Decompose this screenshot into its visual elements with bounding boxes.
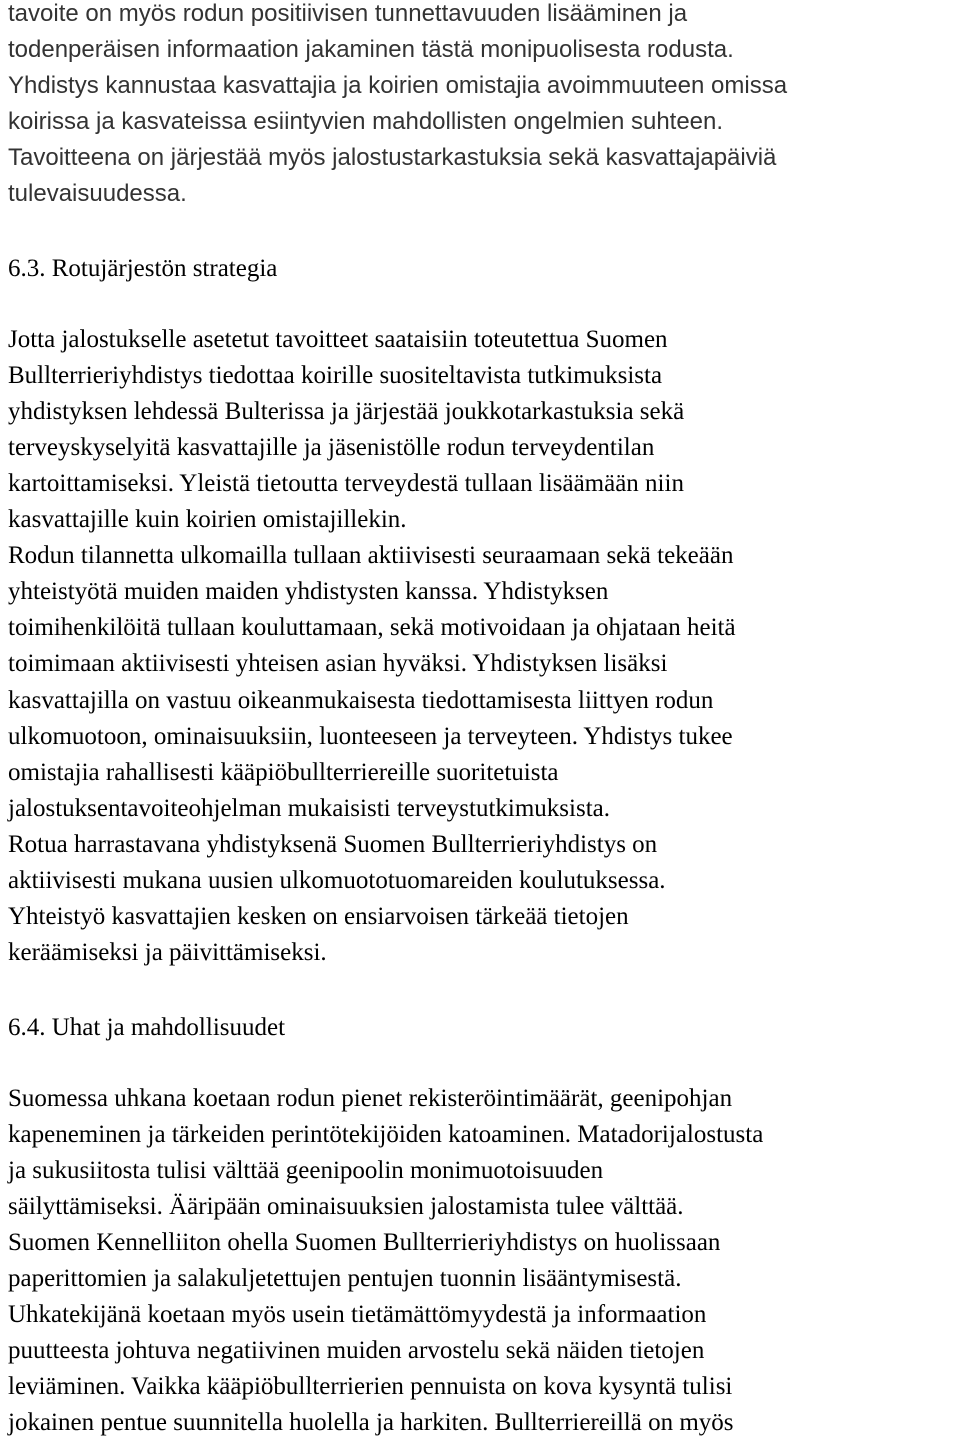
paragraph-line: aktiivisesti mukana uusien ulkomuototuomareiden koulutuksessa.: [8, 867, 666, 894]
section-heading-6-3: 6.3. Rotujärjestön strategia: [8, 255, 278, 282]
intro-line: tulevaisuudessa.: [8, 180, 187, 207]
paragraph-line: toimimaan aktiivisesti yhteisen asian hyväksi. Yhdistyksen lisäksi: [8, 650, 668, 677]
paragraph-line: terveyskyselyitä kasvattajille ja jäsenistölle rodun terveydentilan: [8, 434, 655, 461]
paragraph-line: jokainen pentue suunnitella huolella ja harkiten. Bullterriereillä on myös: [8, 1409, 734, 1436]
paragraph-line: Yhteistyö kasvattajien kesken on ensiarvoisen tärkeää tietojen: [8, 903, 629, 930]
paragraph-line: yhteistyötä muiden maiden yhdistysten kanssa. Yhdistyksen: [8, 578, 609, 605]
intro-line: Yhdistys kannustaa kasvattajia ja koirien omistajia avoimmuuteen omissa: [8, 72, 788, 99]
paragraph-line: kasvattajille kuin koirien omistajillekin.: [8, 506, 407, 533]
paragraph-line: Jotta jalostukselle asetetut tavoitteet saataisiin toteutettua Suomen: [8, 326, 668, 353]
paragraph-line: Uhkatekijänä koetaan myös usein tietämättömyydestä ja informaation: [8, 1301, 707, 1328]
paragraph-line: Suomen Kennelliiton ohella Suomen Bullterrieriyhdistys on huolissaan: [8, 1229, 721, 1256]
intro-line: tavoite on myös rodun positiivisen tunnettavuuden lisääminen ja: [8, 0, 688, 27]
intro-line: todenperäisen informaation jakaminen tästä monipuolisesta rodusta.: [8, 36, 734, 63]
paragraph-line: kartoittamiseksi. Yleistä tietoutta terveydestä tullaan lisäämään niin: [8, 470, 684, 497]
intro-line: Tavoitteena on järjestää myös jalostustarkastuksia sekä kasvattajapäiviä: [8, 144, 777, 171]
paragraph-line: omistajia rahallisesti kääpiöbullterriereille suoritetuista: [8, 759, 559, 786]
paragraph-line: toimihenkilöitä tullaan kouluttamaan, sekä motivoidaan ja ohjataan heitä: [8, 614, 736, 641]
paragraph-line: kapeneminen ja tärkeiden perintötekijöiden katoaminen. Matadorijalostusta: [8, 1121, 764, 1148]
paragraph-line: Rodun tilannetta ulkomailla tullaan aktiivisesti seuraamaan sekä tekeään: [8, 542, 734, 569]
intro-line: koirissa ja kasvateissa esiintyvien mahdollisten ongelmien suhteen.: [8, 108, 724, 135]
paragraph-line: Suomessa uhkana koetaan rodun pienet rekisteröintimäärät, geenipohjan: [8, 1085, 733, 1112]
paragraph-line: jalostuksentavoiteohjelman mukaisisti terveystutkimuksista.: [8, 795, 611, 822]
paragraph-line: ja sukusiitosta tulisi välttää geenipoolin monimuotoisuuden: [8, 1157, 604, 1184]
paragraph-line: yhdistyksen lehdessä Bulterissa ja järjestää joukkotarkastuksia sekä: [8, 398, 685, 425]
paragraph-line: paperittomien ja salakuljetettujen pentujen tuonnin lisääntymisestä.: [8, 1265, 682, 1292]
paragraph-line: keräämiseksi ja päivittämiseksi.: [8, 939, 327, 966]
paragraph-line: puutteesta johtuva negatiivinen muiden arvostelu sekä näiden tietojen: [8, 1337, 705, 1364]
paragraph-line: kasvattajilla on vastuu oikeanmukaisesta tiedottamisesta liittyen rodun: [8, 687, 714, 714]
paragraph-line: ulkomuotoon, ominaisuuksiin, luonteeseen ja terveyteen. Yhdistys tukee: [8, 723, 733, 750]
paragraph-line: Bullterrieriyhdistys tiedottaa koirille suositeltavista tutkimuksista: [8, 362, 663, 389]
paragraph-line: säilyttämiseksi. Ääripään ominaisuuksien jalostamista tulee välttää.: [8, 1193, 684, 1220]
section-heading-6-4: 6.4. Uhat ja mahdollisuudet: [8, 1014, 286, 1041]
paragraph-line: leviäminen. Vaikka kääpiöbullterrierien pennuista on kova kysyntä tulisi: [8, 1373, 733, 1400]
paragraph-line: Rotua harrastavana yhdistyksenä Suomen Bullterrieriyhdistys on: [8, 831, 658, 858]
